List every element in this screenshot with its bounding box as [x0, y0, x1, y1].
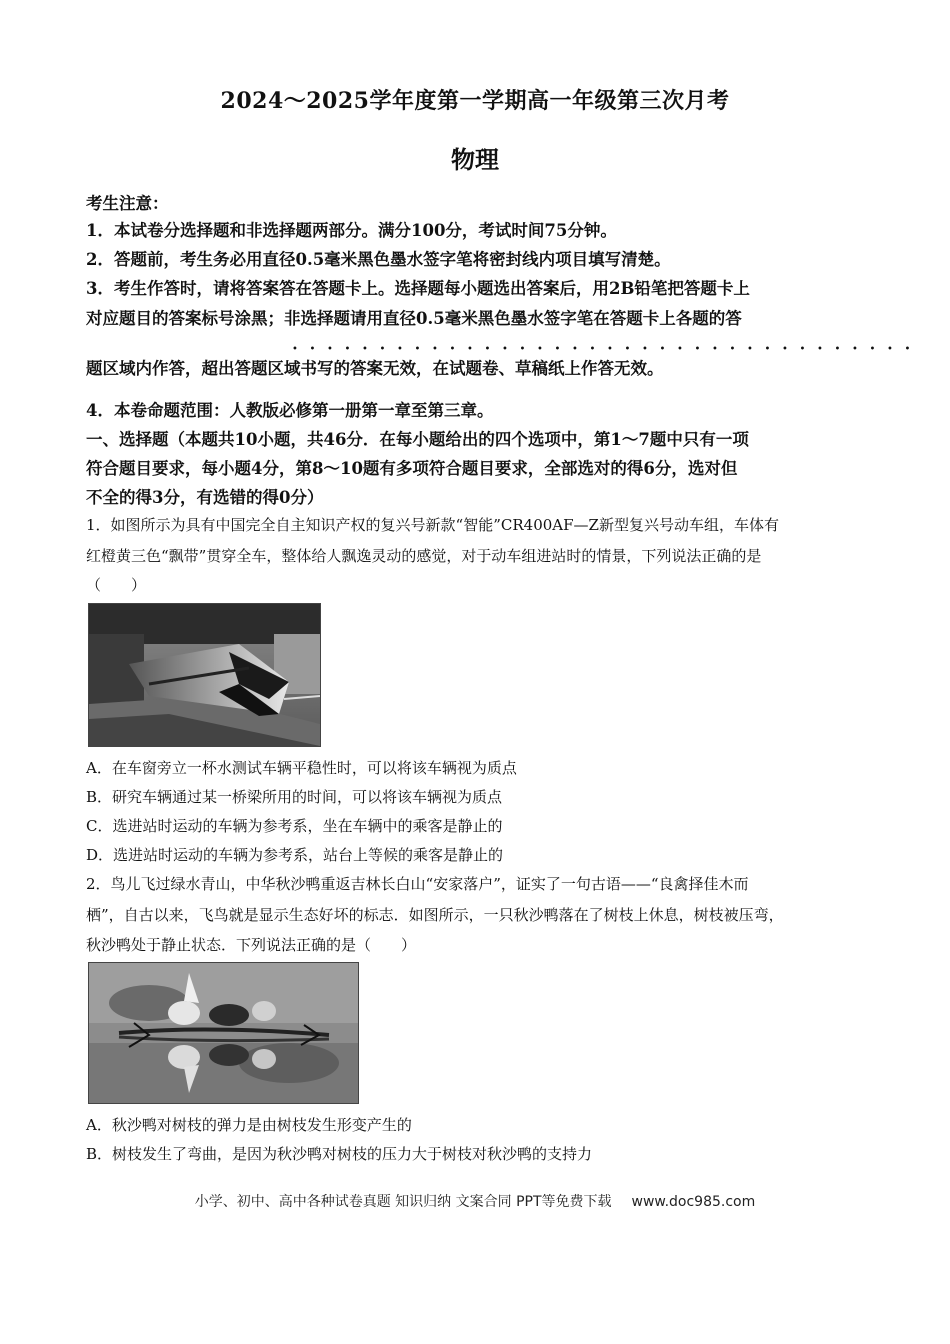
q2-stem-line-3: 秋沙鸭处于静止状态．下列说法正确的是（ ）	[86, 936, 417, 954]
q2-stem-line-2: 栖”，自古以来，飞鸟就是显示生态好坏的标志．如图所示，一只秋沙鸭落在了树枝上休息，树枝被压弯，	[86, 906, 784, 924]
q1-option-c: C．选进站时运动的车辆为参考系，坐在车辆中的乘客是静止的	[86, 817, 503, 835]
section-1-line-2: 符合题目要求，每小题4分，第8～10题有多项符合题目要求，全部选对的得6分，选对但	[86, 459, 738, 478]
page-footer	[0, 1191, 950, 1211]
notice-heading: 考生注意：	[86, 194, 169, 213]
duck-on-branch-photo	[88, 962, 359, 1104]
q1-option-d: D．选进站时运动的车辆为参考系，站台上等候的乘客是静止的	[86, 846, 504, 864]
train-image	[89, 604, 320, 746]
section-1-line-1: 一、选择题（本题共10小题，共46分．在每小题给出的四个选项中，第1～7题中只有一项	[86, 430, 749, 449]
emphasis-dots: ••••••••••••••••••••••••••••••••••••	[292, 344, 922, 355]
q2-stem-line-1: 2．鸟儿飞过绿水青山，中华秋沙鸭重返吉林长白山“安家落户”，证实了一句古语——“良禽择佳木而	[86, 875, 749, 893]
q1-option-b: B．研究车辆通过某一桥梁所用的时间，可以将该车辆视为质点	[86, 788, 503, 806]
q1-stem-line-1: 1．如图所示为具有中国完全自主知识产权的复兴号新款“智能”CR400AF—Z新型复兴号动车组，车体有	[86, 516, 779, 534]
q2-option-a: A．秋沙鸭对树枝的弹力是由树枝发生形变产生的	[86, 1116, 412, 1134]
notice-item-3-line-3: 题区域内作答，超出答题区域书写的答案无效，在试题卷、草稿纸上作答无效。	[86, 359, 664, 378]
notice-item-2: 2．答题前，考生务必用直径0.5毫米黑色墨水签字笔将密封线内项目填写清楚。	[86, 250, 671, 269]
footer-text: 小学、初中、高中各种试卷真题 知识归纳 文案合同 PPT等免费下载	[194, 1194, 612, 1210]
q1-option-a: A．在车窗旁立一杯水测试车辆平稳性时，可以将该车辆视为质点	[86, 759, 517, 777]
duck-image	[89, 963, 358, 1103]
q1-stem-line-2: 红橙黄三色“飘带”贯穿全车，整体给人飘逸灵动的感觉，对于动车组进站时的情景，下列说法正确的是	[86, 547, 762, 565]
subject-title: 物理	[451, 145, 499, 174]
notice-item-1: 1．本试卷分选择题和非选择题两部分。满分100分，考试时间75分钟。	[86, 221, 617, 240]
q2-option-b: B．树枝发生了弯曲，是因为秋沙鸭对树枝的压力大于树枝对秋沙鸭的支持力	[86, 1145, 593, 1163]
notice-item-4: 4．本卷命题范围：人教版必修第一册第一章至第三章。	[86, 401, 494, 420]
q1-stem-line-3: （ ）	[86, 576, 147, 594]
notice-item-3-line-2: 对应题目的答案标号涂黑；非选择题请用直径0.5毫米黑色墨水签字笔在答题卡上各题的答	[86, 309, 742, 328]
footer-url[interactable]: www.doc985.com	[631, 1194, 756, 1210]
train-photo	[88, 603, 321, 747]
exam-title: 2024～2025学年度第一学期高一年级第三次月考	[220, 88, 730, 114]
notice-item-3-line-1: 3．考生作答时，请将答案答在答题卡上。选择题每小题选出答案后，用2B铅笔把答题卡上	[86, 279, 750, 298]
section-1-line-3: 不全的得3分，有选错的得0分）	[86, 488, 324, 507]
